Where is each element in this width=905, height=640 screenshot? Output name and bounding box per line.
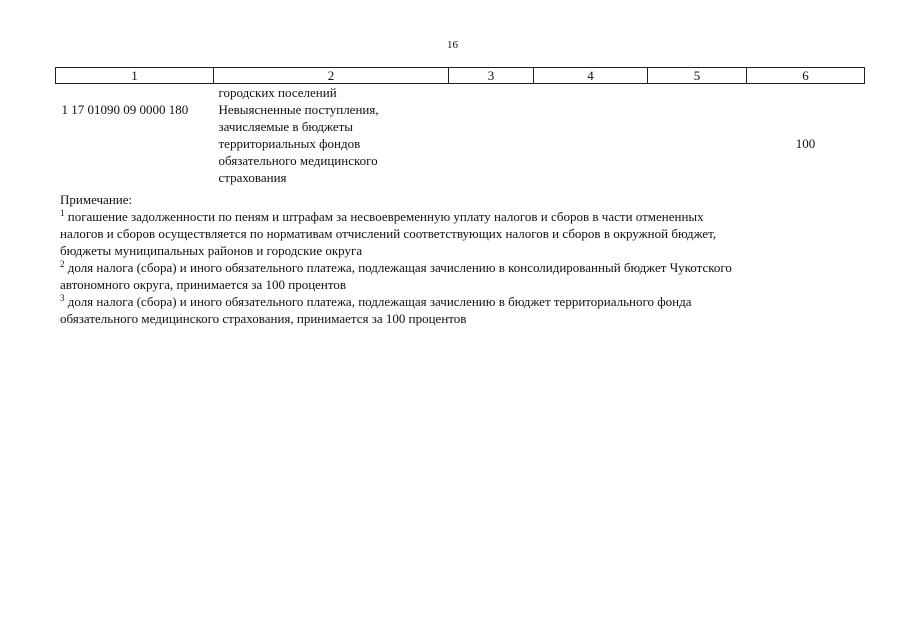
table-row: [56, 84, 865, 187]
footnote-1: [60, 208, 860, 225]
footnote-text: бюджеты муниципальных районов и городские округа: [60, 243, 363, 258]
footnote-text: доля налога (сбора) и иного обязательного платежа, подлежащая зачислению в консолидированный бюджет Чукотского: [64, 260, 732, 275]
column-6-value-cell: 100: [795, 136, 816, 151]
revenue-name-line: страхования: [218, 170, 287, 185]
table-header-row: [56, 68, 865, 84]
revenue-name-line: обязательного медицинского: [218, 153, 378, 168]
notes-section: [60, 191, 860, 327]
revenue-table: [55, 67, 865, 186]
footnote-text: автономного округа, принимается за 100 процентов: [60, 277, 347, 292]
column-4-cell: [534, 84, 648, 187]
revenue-name-line: городских поселений: [218, 85, 337, 100]
footnote-text: погашение задолженности по пеням и штрафам за несвоевременную уплату налогов и сборов в части отмененных: [64, 209, 704, 224]
revenue-name-line: территориальных фондов: [218, 136, 361, 151]
column-header-6: 6: [747, 68, 865, 84]
column-3-cell: [449, 84, 534, 187]
footnote-text: налогов и сборов осуществляется по нормативам отчислений соответствующих налогов и сборов в окружной бюджет,: [60, 226, 717, 241]
column-header-5: 5: [648, 68, 747, 84]
footnote-text: доля налога (сбора) и иного обязательного платежа, подлежащая зачислению в бюджет территориального фонда: [64, 294, 692, 309]
column-header-4: 4: [534, 68, 648, 84]
revenue-code-cell: 1 17 01090 09 0000 180: [61, 102, 189, 117]
revenue-name-line: Невыясненные поступления,: [218, 102, 379, 117]
column-header-3: 3: [449, 68, 534, 84]
footnote-2: [60, 259, 860, 276]
column-header-2: 2: [214, 68, 449, 84]
footnote-marker: 2: [60, 259, 65, 269]
footnote-text: обязательного медицинского страхования, принимается за 100 процентов: [60, 311, 467, 326]
footnote-3: [60, 293, 860, 310]
footnote-marker: 3: [60, 293, 65, 303]
notes-title: Примечание:: [60, 192, 133, 207]
column-5-cell: [648, 84, 747, 187]
column-header-1: 1: [56, 68, 214, 84]
page-number: 16: [447, 39, 458, 51]
revenue-name-cell: [214, 84, 449, 187]
revenue-name-line: зачисляемые в бюджеты: [218, 119, 354, 134]
footnote-marker: 1: [60, 208, 65, 218]
